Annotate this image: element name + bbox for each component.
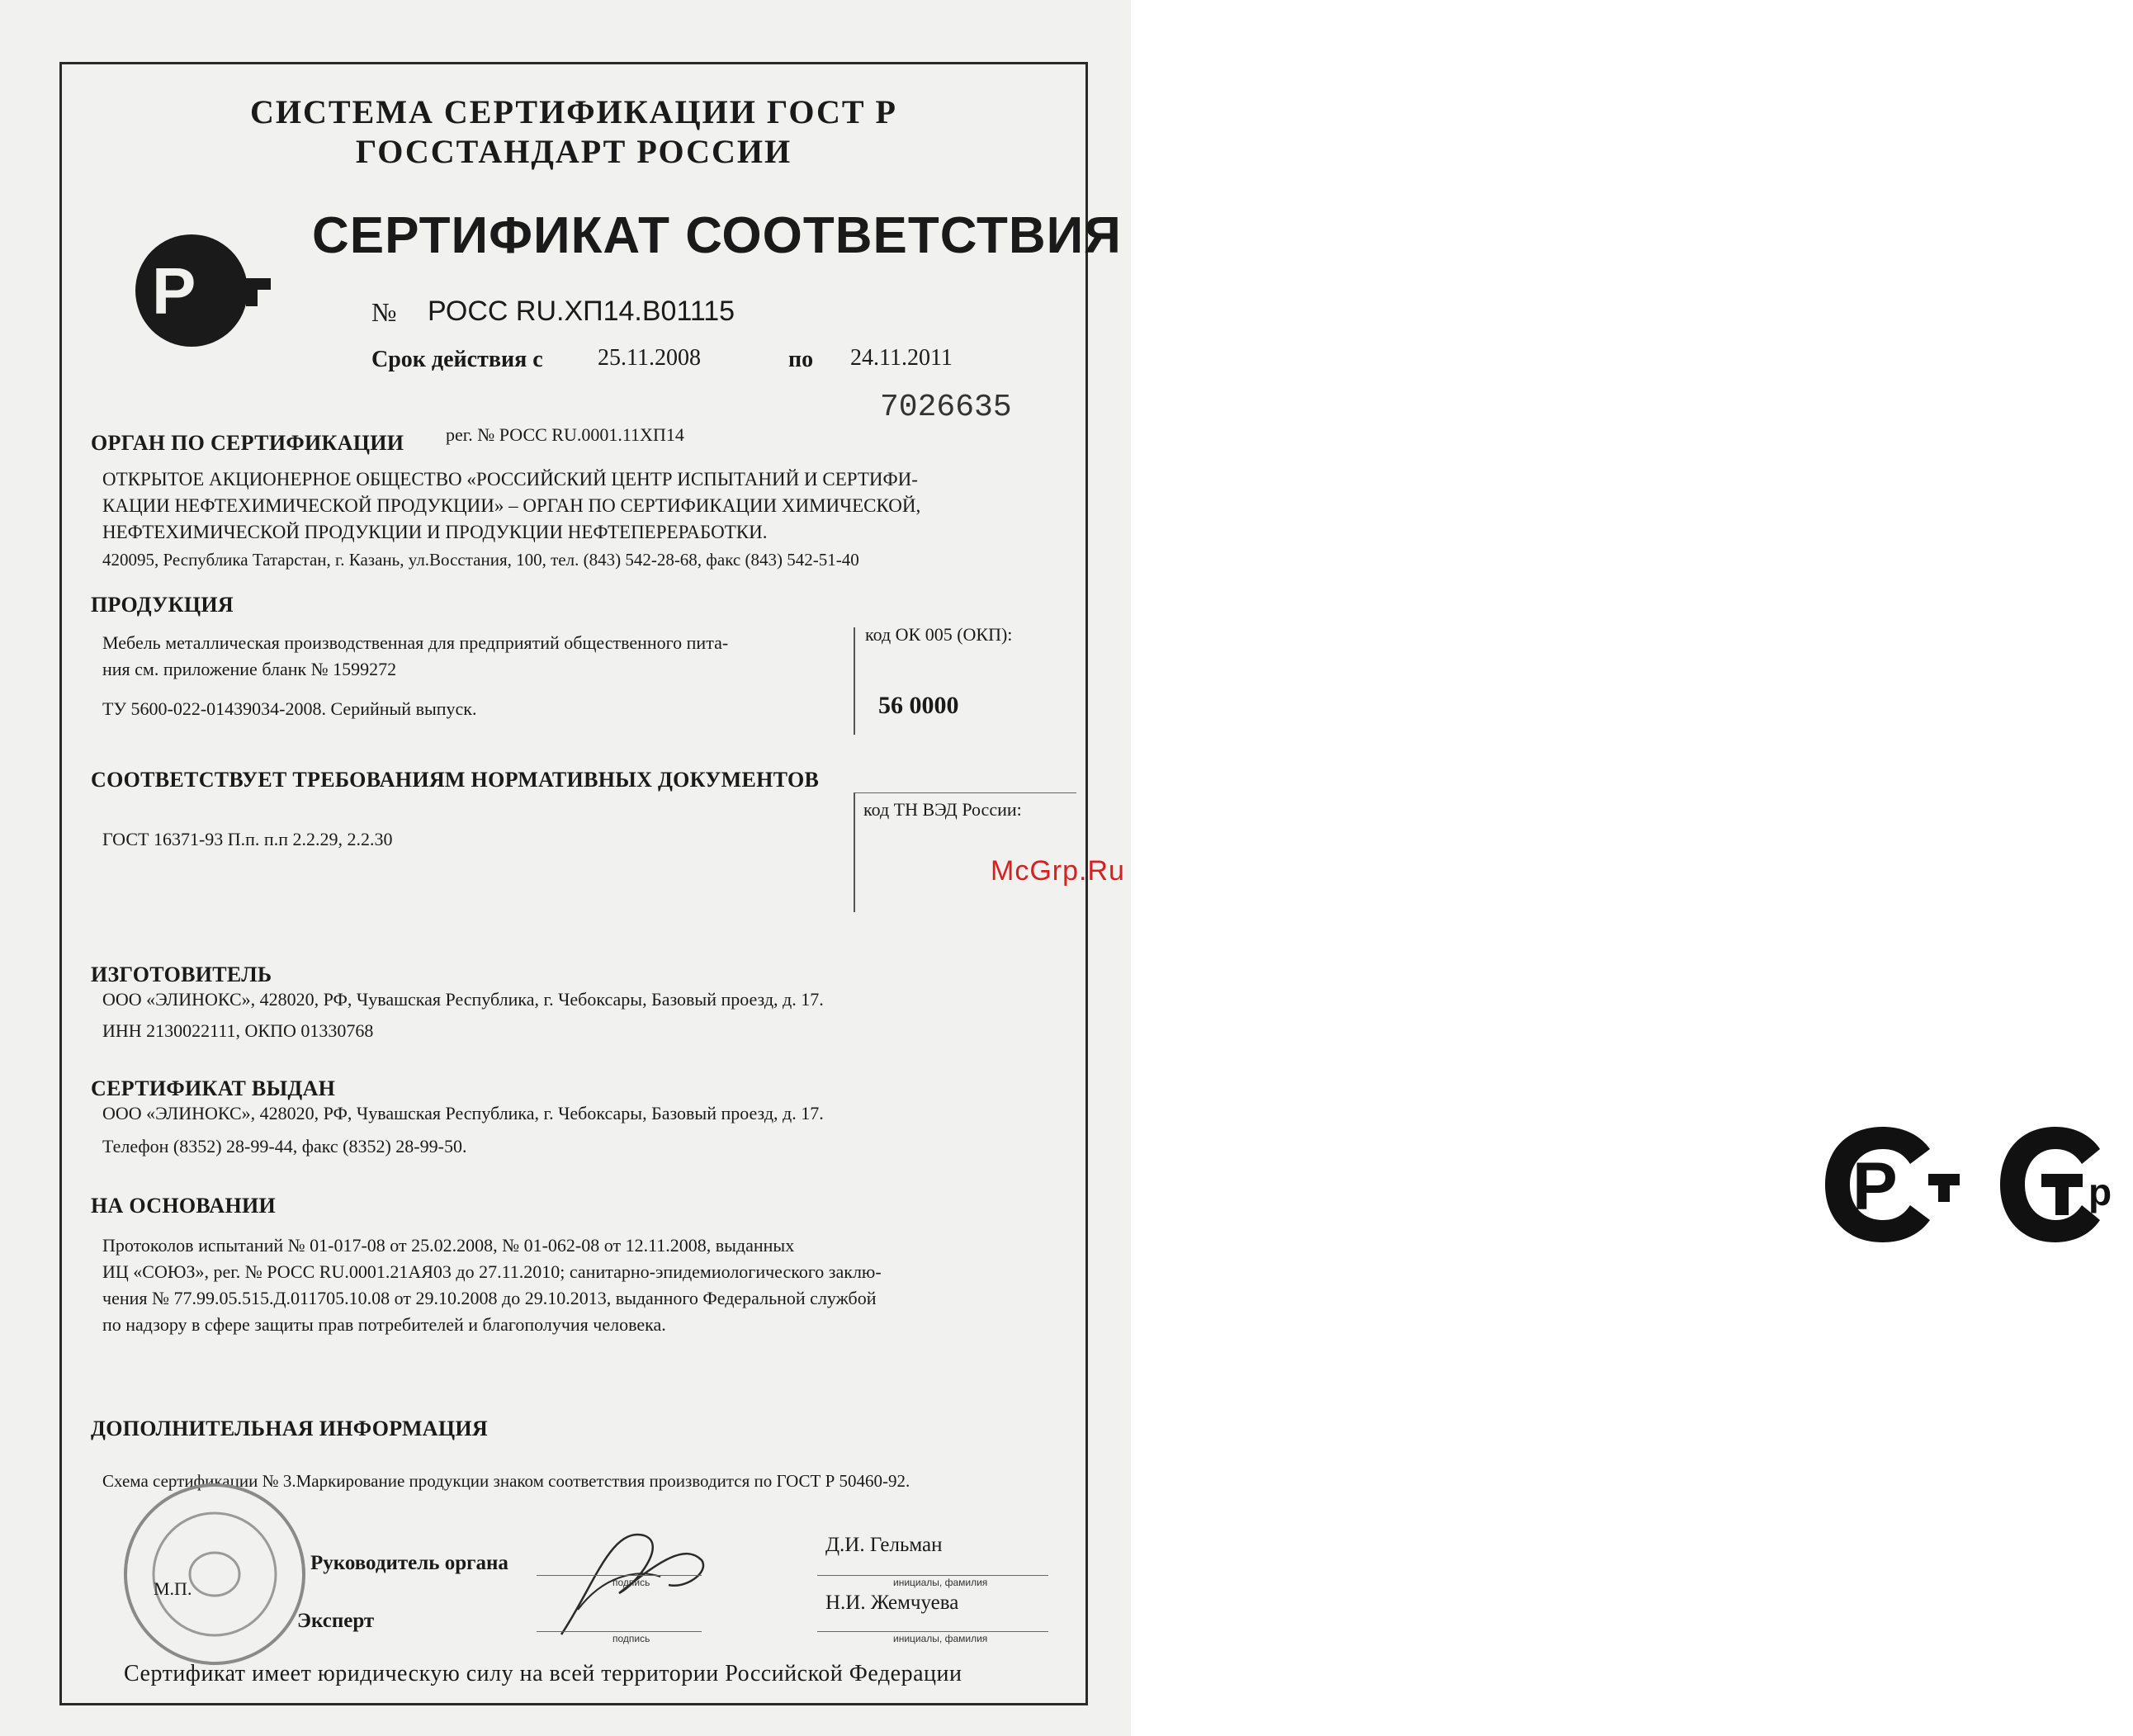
pct-logo — [134, 233, 274, 348]
valid-to: 24.11.2011 — [850, 345, 953, 371]
mp-label: М.П. — [154, 1578, 192, 1599]
svg-text:P: P — [1852, 1149, 1898, 1224]
certificate-number: РОСС RU.ХП14.В01115 — [428, 296, 735, 327]
system-title: СИСТЕМА СЕРТИФИКАЦИИ ГОСТ Р — [250, 93, 897, 130]
expert-name-caption: инициалы, фамилия — [893, 1633, 988, 1644]
expert-label: Эксперт — [297, 1610, 375, 1632]
expert-name: Н.И. Жемчуева — [825, 1592, 959, 1614]
manufacturer-line-1: ООО «ЭЛИНОКС», 428020, РФ, Чувашская Республика, г. Чебоксары, Базовый проезд, д. 17. — [102, 989, 824, 1010]
expert-sign-caption: подпись — [612, 1633, 650, 1644]
svg-text:р: р — [2088, 1171, 2112, 1213]
issued-heading: СЕРТИФИКАТ ВЫДАН — [91, 1076, 336, 1100]
tnved-code-label: код ТН ВЭД России: — [863, 799, 1022, 820]
serial-number: 7026635 — [880, 390, 1012, 425]
issued-line-1: ООО «ЭЛИНОКС», 428020, РФ, Чувашская Республика, г. Чебоксары, Базовый проезд, д. 17. — [102, 1103, 824, 1123]
head-label: Руководитель органа — [310, 1552, 508, 1574]
expert-sign-line — [537, 1631, 702, 1632]
watermark: McGrp.Ru — [991, 855, 1125, 887]
basis-line-1: Протоколов испытаний № 01-017-08 от 25.02.2008, № 01-062-08 от 12.11.2008, выданных — [102, 1235, 795, 1256]
product-heading: ПРОДУКЦИЯ — [91, 593, 234, 617]
pct-mark-icon — [1821, 1123, 1961, 1246]
head-name: Д.И. Гельман — [825, 1534, 943, 1556]
tnved-box-divider — [854, 792, 855, 912]
conformity-text: ГОСТ 16371-93 П.п. п.п 2.2.29, 2.2.30 — [102, 829, 393, 849]
organ-line-2: КАЦИИ НЕФТЕХИМИЧЕСКОЙ ПРОДУКЦИИ» – ОРГАН ПО СЕРТИФИКАЦИИ ХИМИЧЕСКОЙ, — [102, 495, 921, 516]
expert-name-line — [817, 1631, 1048, 1632]
organ-line-3: НЕФТЕХИМИЧЕСКОЙ ПРОДУКЦИИ И ПРОДУКЦИИ НЕФТЕПЕРЕРАБОТКИ. — [102, 522, 768, 542]
basis-line-4: по надзору в сфере защиты прав потребителей и благополучия человека. — [102, 1314, 666, 1335]
head-sign-caption: подпись — [612, 1577, 650, 1588]
head-name-caption: инициалы, фамилия — [893, 1577, 988, 1588]
conformity-heading: СООТВЕТСТВУЕТ ТРЕБОВАНИЯМ НОРМАТИВНЫХ ДОКУМЕНТОВ — [91, 768, 820, 792]
issued-line-2: Телефон (8352) 28-99-44, факс (8352) 28-99-50. — [102, 1136, 467, 1157]
additional-text: Схема сертификации № 3.Маркирование продукции знаком соответствия производится по ГОСТ Р 50460-92. — [102, 1471, 910, 1491]
basis-line-2: ИЦ «СОЮЗ», рег. № РОСС RU.0001.21АЯ03 до 27.11.2010; санитарно-эпидемиологического заклю- — [102, 1261, 882, 1282]
gosstandart-title: ГОССТАНДАРТ РОССИИ — [355, 133, 792, 170]
basis-heading: НА ОСНОВАНИИ — [91, 1194, 277, 1218]
to-label: по — [788, 347, 814, 372]
official-stamp — [107, 1479, 322, 1673]
manufacturer-line-2: ИНН 2130022111, ОКПО 01330768 — [102, 1020, 374, 1041]
basis-line-3: чения № 77.99.05.515.Д.011705.10.08 от 29.10.2008 до 29.10.2013, выданного Федеральной службой — [102, 1288, 877, 1308]
svg-text:P: P — [152, 254, 196, 328]
manufacturer-heading: ИЗГОТОВИТЕЛЬ — [91, 963, 272, 986]
okp-code-label: код ОК 005 (ОКП): — [865, 624, 1013, 645]
number-prefix: № — [371, 297, 397, 327]
head-sign-line — [537, 1575, 702, 1576]
validity-label: Срок действия с — [371, 347, 543, 372]
product-line-1: Мебель металлическая производственная для предприятий общественного пита- — [102, 632, 729, 653]
valid-from: 25.11.2008 — [598, 345, 701, 371]
okp-box-divider — [854, 627, 855, 735]
tnved-box-top — [854, 792, 1076, 793]
organ-reg: рег. № РОСС RU.0001.11ХП14 — [446, 424, 684, 445]
certificate-title: СЕРТИФИКАТ СООТВЕТСТВИЯ — [312, 207, 1122, 264]
product-line-2: ния см. приложение бланк № 1599272 — [102, 659, 397, 679]
organ-heading: ОРГАН ПО СЕРТИФИКАЦИИ — [91, 431, 404, 455]
organ-line-1: ОТКРЫТОЕ АКЦИОНЕРНОЕ ОБЩЕСТВО «РОССИЙСКИЙ ЦЕНТР ИСПЫТАНИЙ И СЕРТИФИ- — [102, 469, 918, 490]
pct-tr-mark-icon — [1996, 1123, 2133, 1246]
additional-heading: ДОПОЛНИТЕЛЬНАЯ ИНФОРМАЦИЯ — [91, 1417, 489, 1440]
organ-address: 420095, Республика Татарстан, г. Казань, ул.Восстания, 100, тел. (843) 542-28-68, факс (843) 542-51-40 — [102, 550, 859, 570]
footer-text: Сертификат имеет юридическую силу на всей территории Российской Федерации — [124, 1661, 962, 1686]
okp-code-value: 56 0000 — [878, 692, 959, 719]
product-line-3: ТУ 5600-022-01439034-2008. Серийный выпуск. — [102, 698, 477, 719]
head-name-line — [817, 1575, 1048, 1576]
